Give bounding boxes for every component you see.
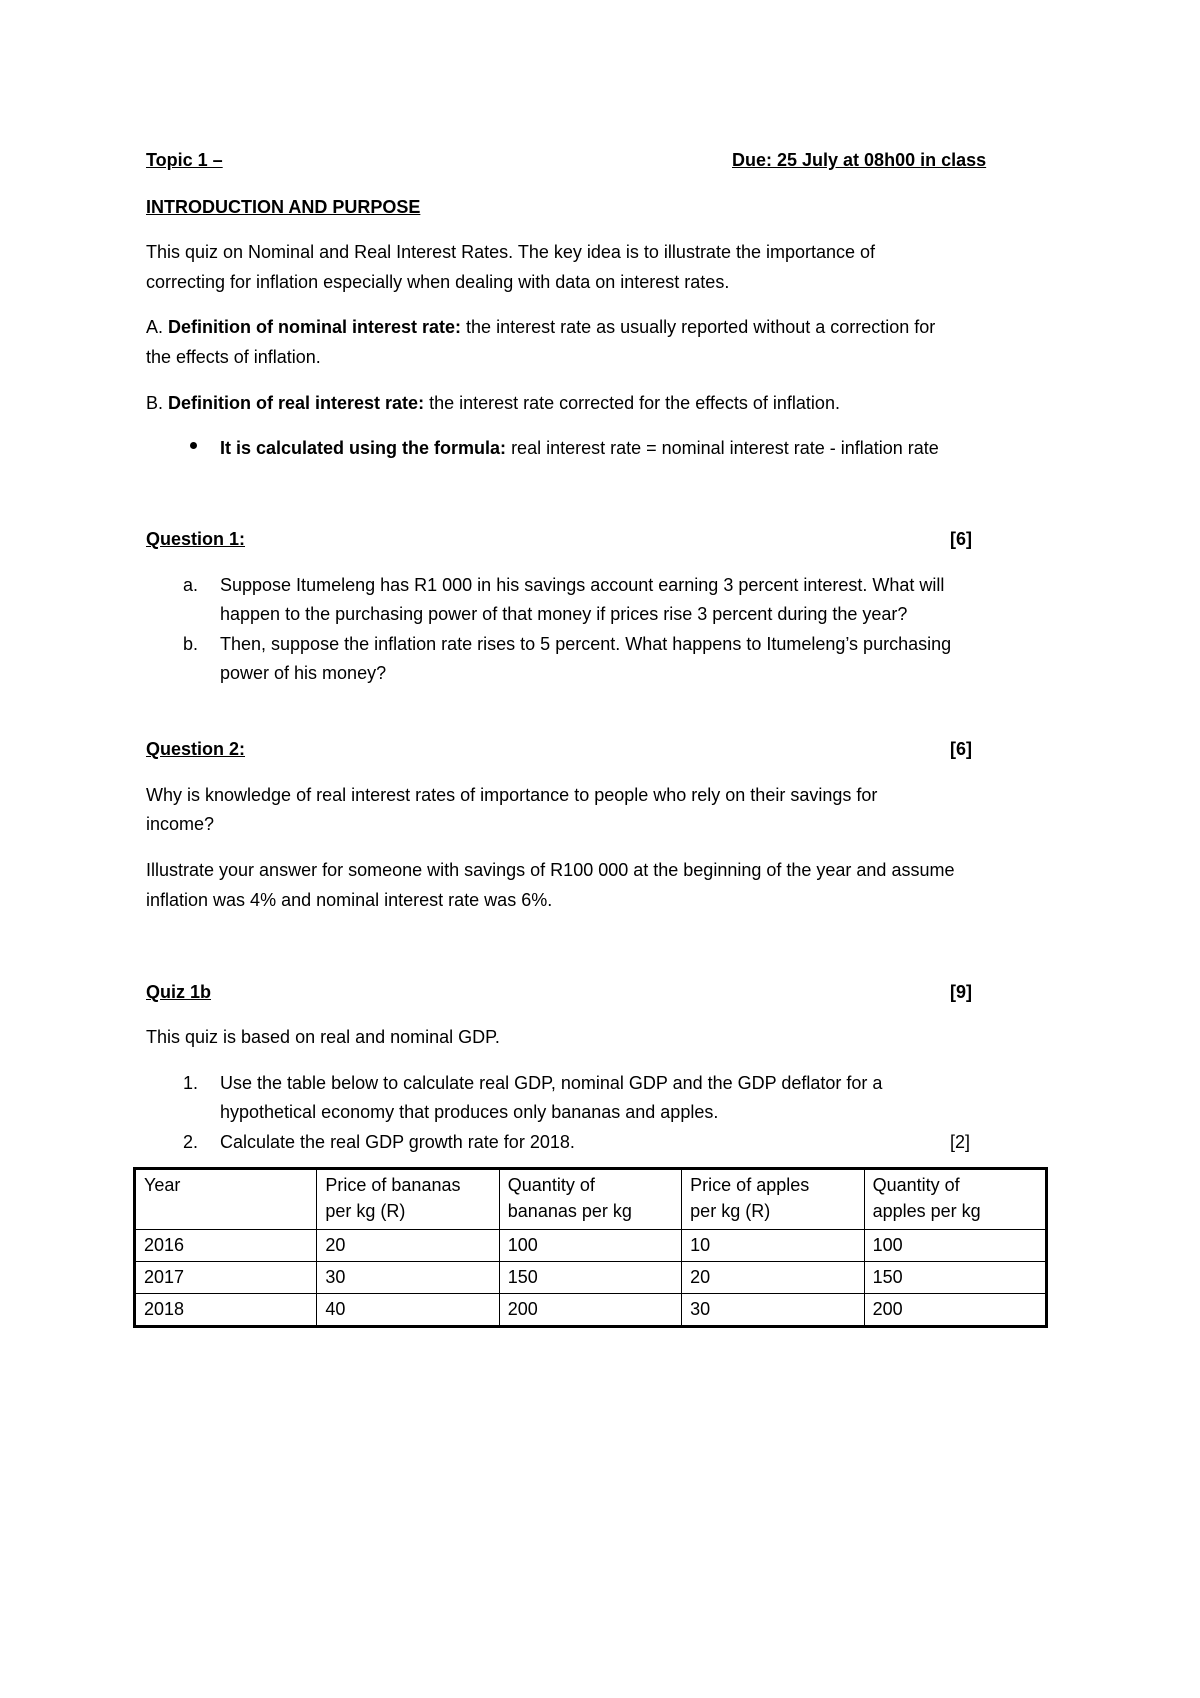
quiz-1b-item-2-label: 2. [183, 1132, 199, 1152]
question-2-marks: [6] [950, 739, 972, 759]
definition-a [146, 316, 935, 338]
question-2-para-1-line-2: income? [146, 814, 215, 834]
table-cell: 20 [682, 1262, 864, 1294]
quiz-1b-intro: This quiz is based on real and nominal GDP. [146, 1027, 500, 1047]
table-cell: 100 [499, 1230, 681, 1262]
question-1b-line-2: power of his money? [220, 663, 387, 683]
table-cell: 200 [499, 1294, 681, 1327]
table-row [135, 1294, 1047, 1327]
table-header-row [135, 1169, 1047, 1230]
question-2-para-2-line-2: inflation was 4% and nominal interest rate was 6%. [146, 890, 553, 910]
definition-b-text: the interest rate corrected for the effects of inflation. [424, 393, 840, 413]
question-2-para-1-line-1: Why is knowledge of real interest rates of importance to people who rely on their savings for [146, 785, 878, 805]
table-cell: 100 [864, 1230, 1046, 1262]
question-1-title: Question 1: [146, 529, 246, 549]
quiz-1b-marks: [9] [950, 982, 972, 1002]
intro-paragraph-line-2: correcting for inflation especially when dealing with data on interest rates. [146, 272, 730, 292]
quiz-1b-item-1-line-1: Use the table below to calculate real GDP, nominal GDP and the GDP deflator for a [220, 1073, 883, 1093]
quiz-1b-item-2-text: Calculate the real GDP growth rate for 2018. [220, 1132, 575, 1152]
table-header-cell: Quantity of apples per kg [864, 1169, 1046, 1230]
table-row [135, 1230, 1047, 1262]
table-header-cell: Price of apples per kg (R) [682, 1169, 864, 1230]
question-2-title: Question 2: [146, 739, 246, 759]
formula-bullet [220, 437, 939, 459]
table-cell: 200 [864, 1294, 1046, 1327]
gdp-data-table [133, 1167, 1048, 1328]
topic-heading: Topic 1 – [146, 150, 223, 170]
table-header-cell: Quantity of bananas per kg [499, 1169, 681, 1230]
quiz-1b-item-1-label: 1. [183, 1073, 199, 1093]
question-2-para-2-line-1: Illustrate your answer for someone with savings of R100 000 at the beginning of the year and assume [146, 860, 955, 880]
question-1a-line-2: happen to the purchasing power of that money if prices rise 3 percent during the year? [220, 604, 908, 624]
question-1a-label: a. [183, 575, 199, 595]
table-cell: 2017 [135, 1262, 317, 1294]
definition-b [146, 392, 840, 414]
due-date: Due: 25 July at 08h00 in class [732, 150, 987, 170]
definition-b-term: Definition of real interest rate: [168, 393, 425, 413]
question-1b-line-1: Then, suppose the inflation rate rises to 5 percent. What happens to Itumeleng’s purchasing [220, 634, 952, 654]
table-cell: 150 [864, 1262, 1046, 1294]
definition-a-term: Definition of nominal interest rate: [168, 317, 462, 337]
definition-b-prefix: B. [146, 393, 169, 413]
bullet-icon [190, 442, 197, 449]
table-cell: 150 [499, 1262, 681, 1294]
table-cell: 20 [317, 1230, 499, 1262]
intro-paragraph-line-1: This quiz on Nominal and Real Interest Rates. The key idea is to illustrate the importance of [146, 242, 876, 262]
question-1a-line-1: Suppose Itumeleng has R1 000 in his savings account earning 3 percent interest. What will [220, 575, 945, 595]
quiz-1b-item-2-marks: [2] [950, 1132, 971, 1152]
question-1b-label: b. [183, 634, 199, 654]
table-cell: 30 [317, 1262, 499, 1294]
table-cell: 2016 [135, 1230, 317, 1262]
formula-text: real interest rate = nominal interest rate - inflation rate [506, 438, 939, 458]
definition-a-line-2: the effects of inflation. [146, 347, 321, 367]
formula-label: It is calculated using the formula: [220, 438, 507, 458]
table-cell: 10 [682, 1230, 864, 1262]
question-1-marks: [6] [950, 529, 972, 549]
table-cell: 2018 [135, 1294, 317, 1327]
table-row [135, 1262, 1047, 1294]
definition-a-prefix: A. [146, 317, 169, 337]
table-cell: 30 [682, 1294, 864, 1327]
table-header-cell: Year [135, 1169, 317, 1230]
table-header-cell: Price of bananas per kg (R) [317, 1169, 499, 1230]
quiz-1b-item-1-line-2: hypothetical economy that produces only bananas and apples. [220, 1102, 719, 1122]
quiz-1b-title: Quiz 1b [146, 982, 212, 1002]
definition-a-text: the interest rate as usually reported without a correction for [461, 317, 936, 337]
intro-heading: INTRODUCTION AND PURPOSE [146, 197, 421, 217]
table-cell: 40 [317, 1294, 499, 1327]
